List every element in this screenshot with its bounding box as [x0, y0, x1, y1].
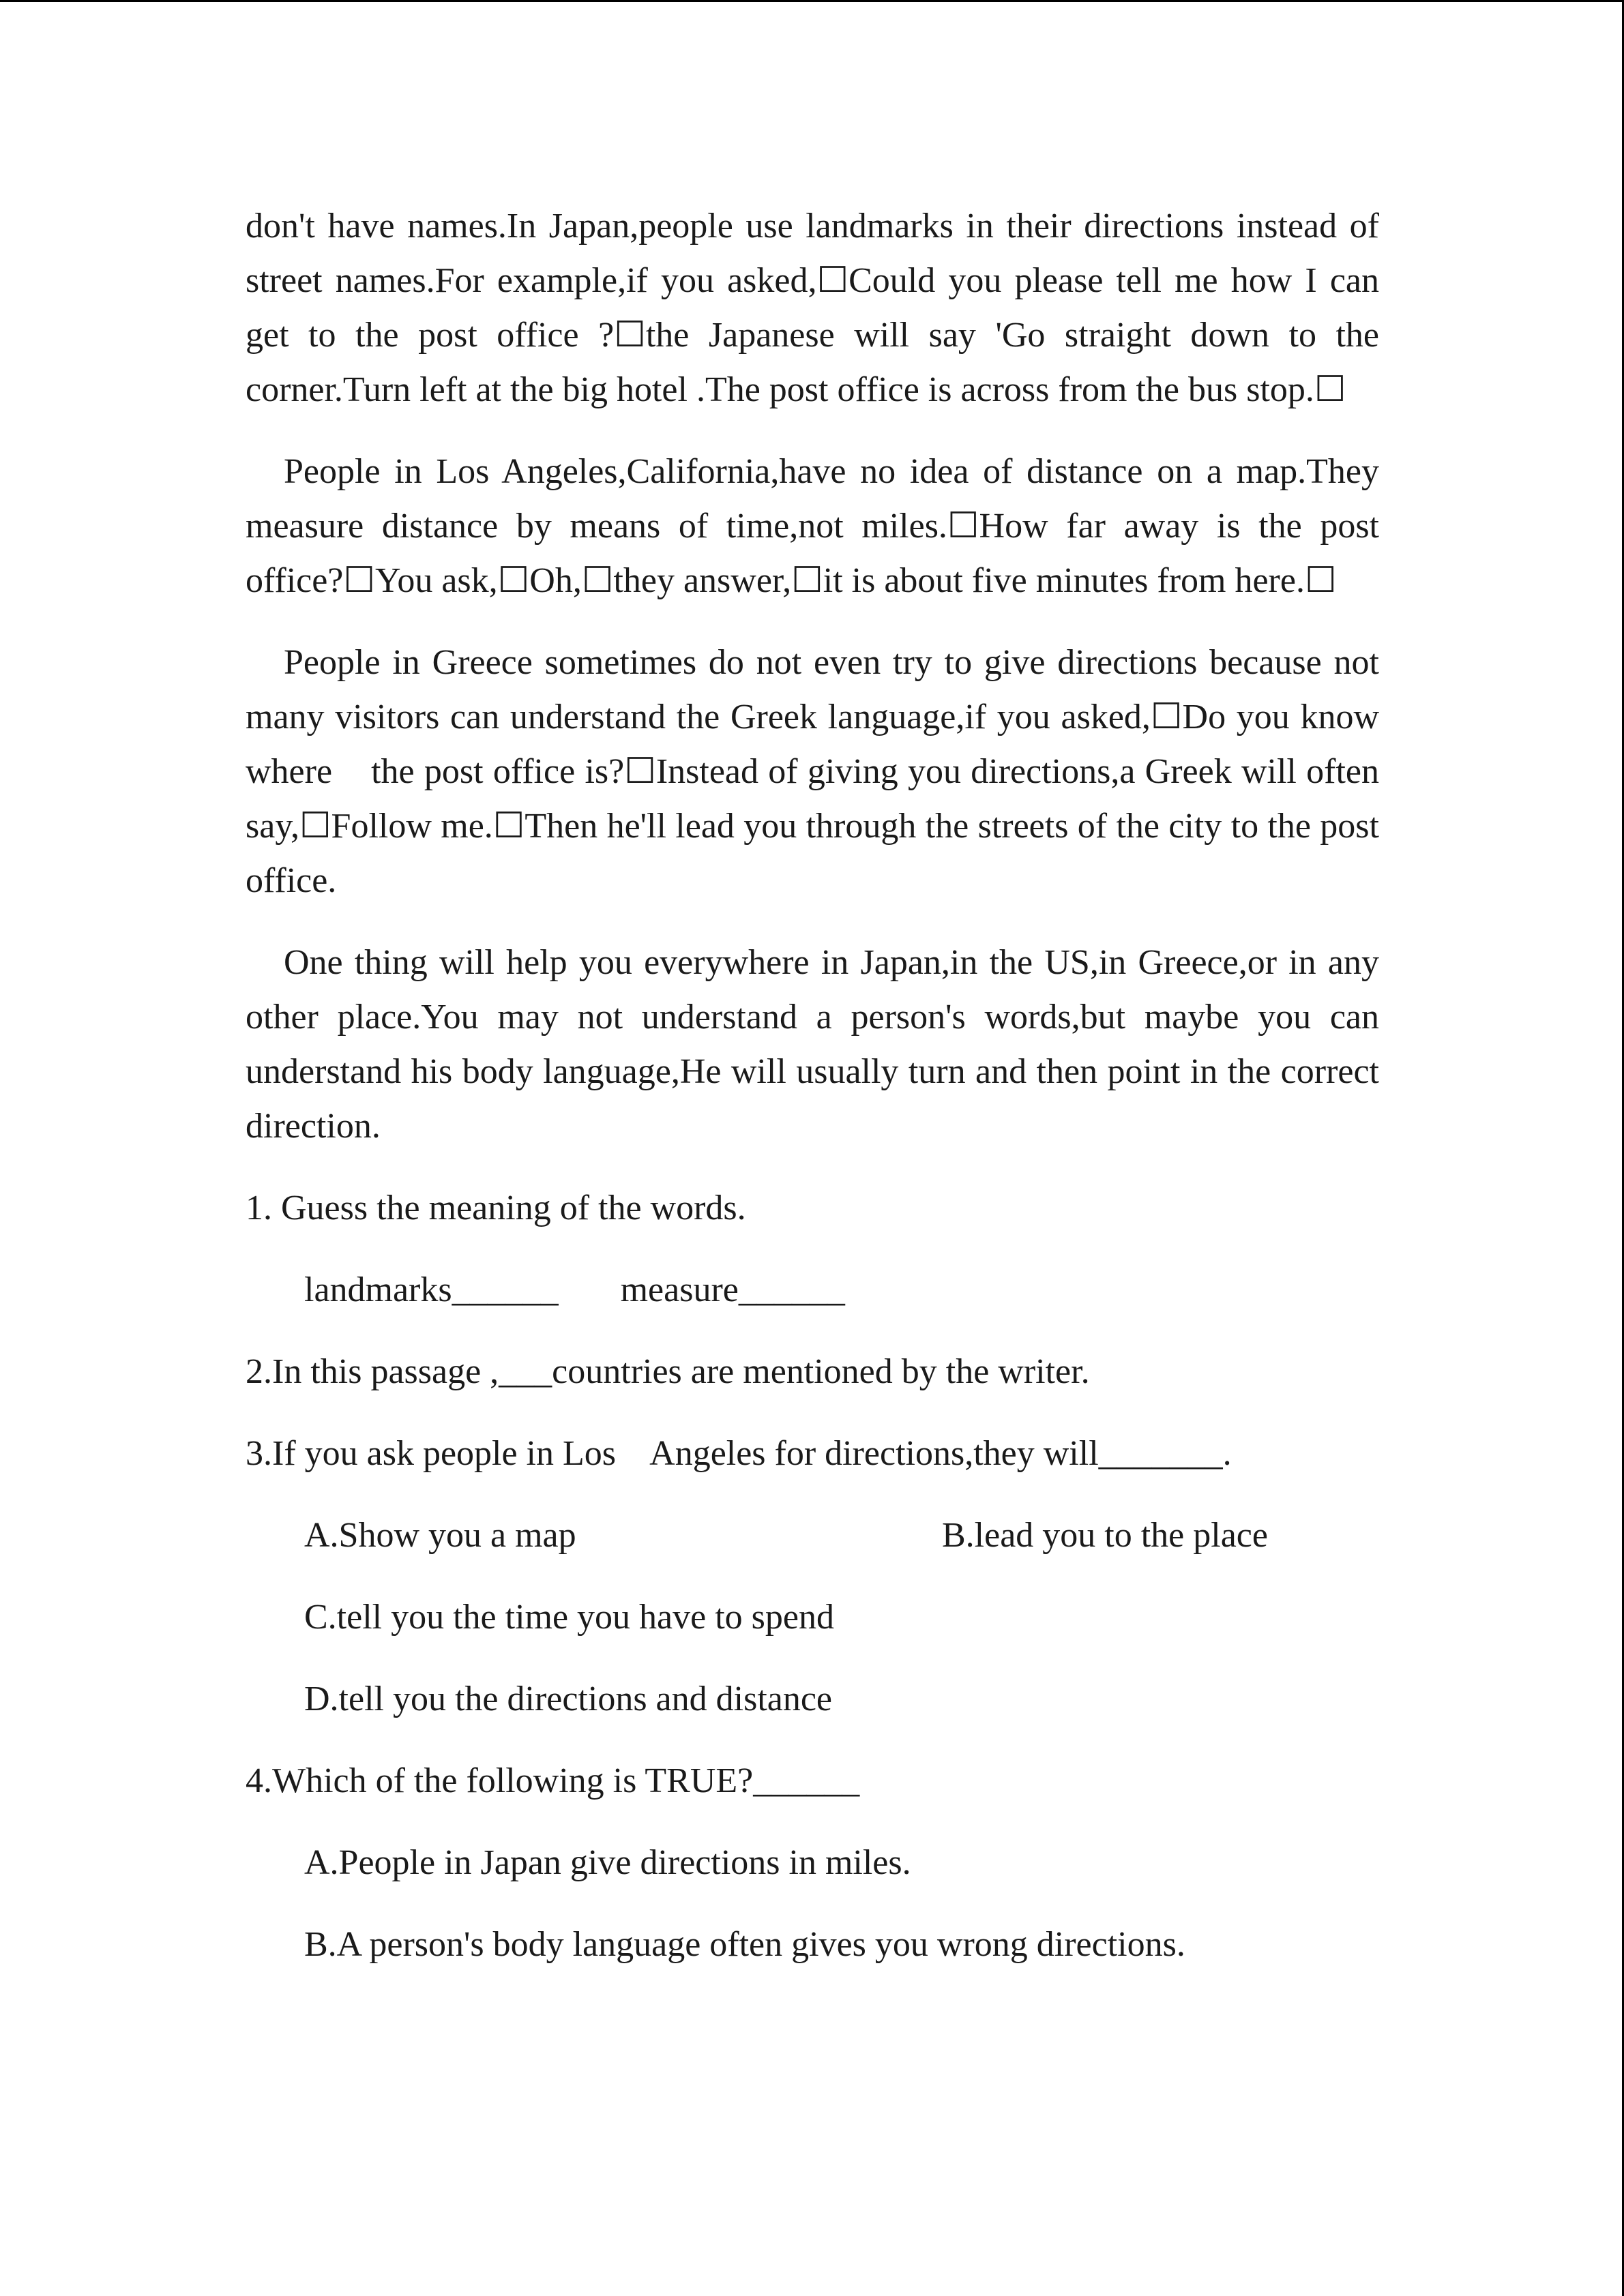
document-body	[246, 199, 1379, 1999]
passage-paragraph-4: One thing will help you everywhere in Japan,in the US,in Greece,or in any other place.You may not understand a person's words,but maybe you can understand his body language,He will usually turn and then point in the correct direction.	[246, 943, 1379, 1146]
passage-paragraph-3: People in Greece sometimes do not even try to give directions because not many visitors can understand the Greek language,if you asked,☐Do you know where the post office is?☐Instead of giving you directions,a Greek will often say,☐Follow me.☐Then he'll lead you through the streets of the city to the post office.	[246, 643, 1379, 900]
question-4-option-a: A.People in Japan give directions in miles.	[304, 1843, 911, 1882]
question-3: 3.If you ask people in Los Angeles for directions,they will_______.	[246, 1434, 1232, 1473]
question-3-option-d: D.tell you the directions and distance	[304, 1680, 833, 1718]
passage-paragraph-1: don't have names.In Japan,people use landmarks in their directions instead of street names.For example,if you asked,☐Could you please tell me how I can get to the post office ?☐the Japanese will say 'Go straight down to the corner.Turn left at the big hotel .The post office is across from the bus stop.☐	[246, 207, 1379, 409]
question-1-words: landmarks______ measure______	[304, 1270, 845, 1309]
question-4-option-b: B.A person's body language often gives you wrong directions.	[304, 1925, 1185, 1964]
question-3-options-row	[246, 1508, 1379, 1563]
question-3-option-c: C.tell you the time you have to spend	[304, 1598, 834, 1637]
question-2: 2.In this passage ,___countries are mentioned by the writer.	[246, 1352, 1090, 1391]
question-1: 1. Guess the meaning of the words.	[246, 1189, 746, 1227]
page-border-top	[0, 0, 1624, 2]
question-4: 4.Which of the following is TRUE?______	[246, 1761, 860, 1800]
question-3-option-a: A.Show you a map	[304, 1516, 576, 1555]
passage-paragraph-2: People in Los Angeles,California,have no idea of distance on a map.They measure distance by means of time,not miles.☐How far away is the post office?☐You ask,☐Oh,☐they answer,☐it is about five minutes from here.☐	[246, 452, 1379, 600]
question-3-option-b: B.lead you to the place	[942, 1516, 1268, 1555]
